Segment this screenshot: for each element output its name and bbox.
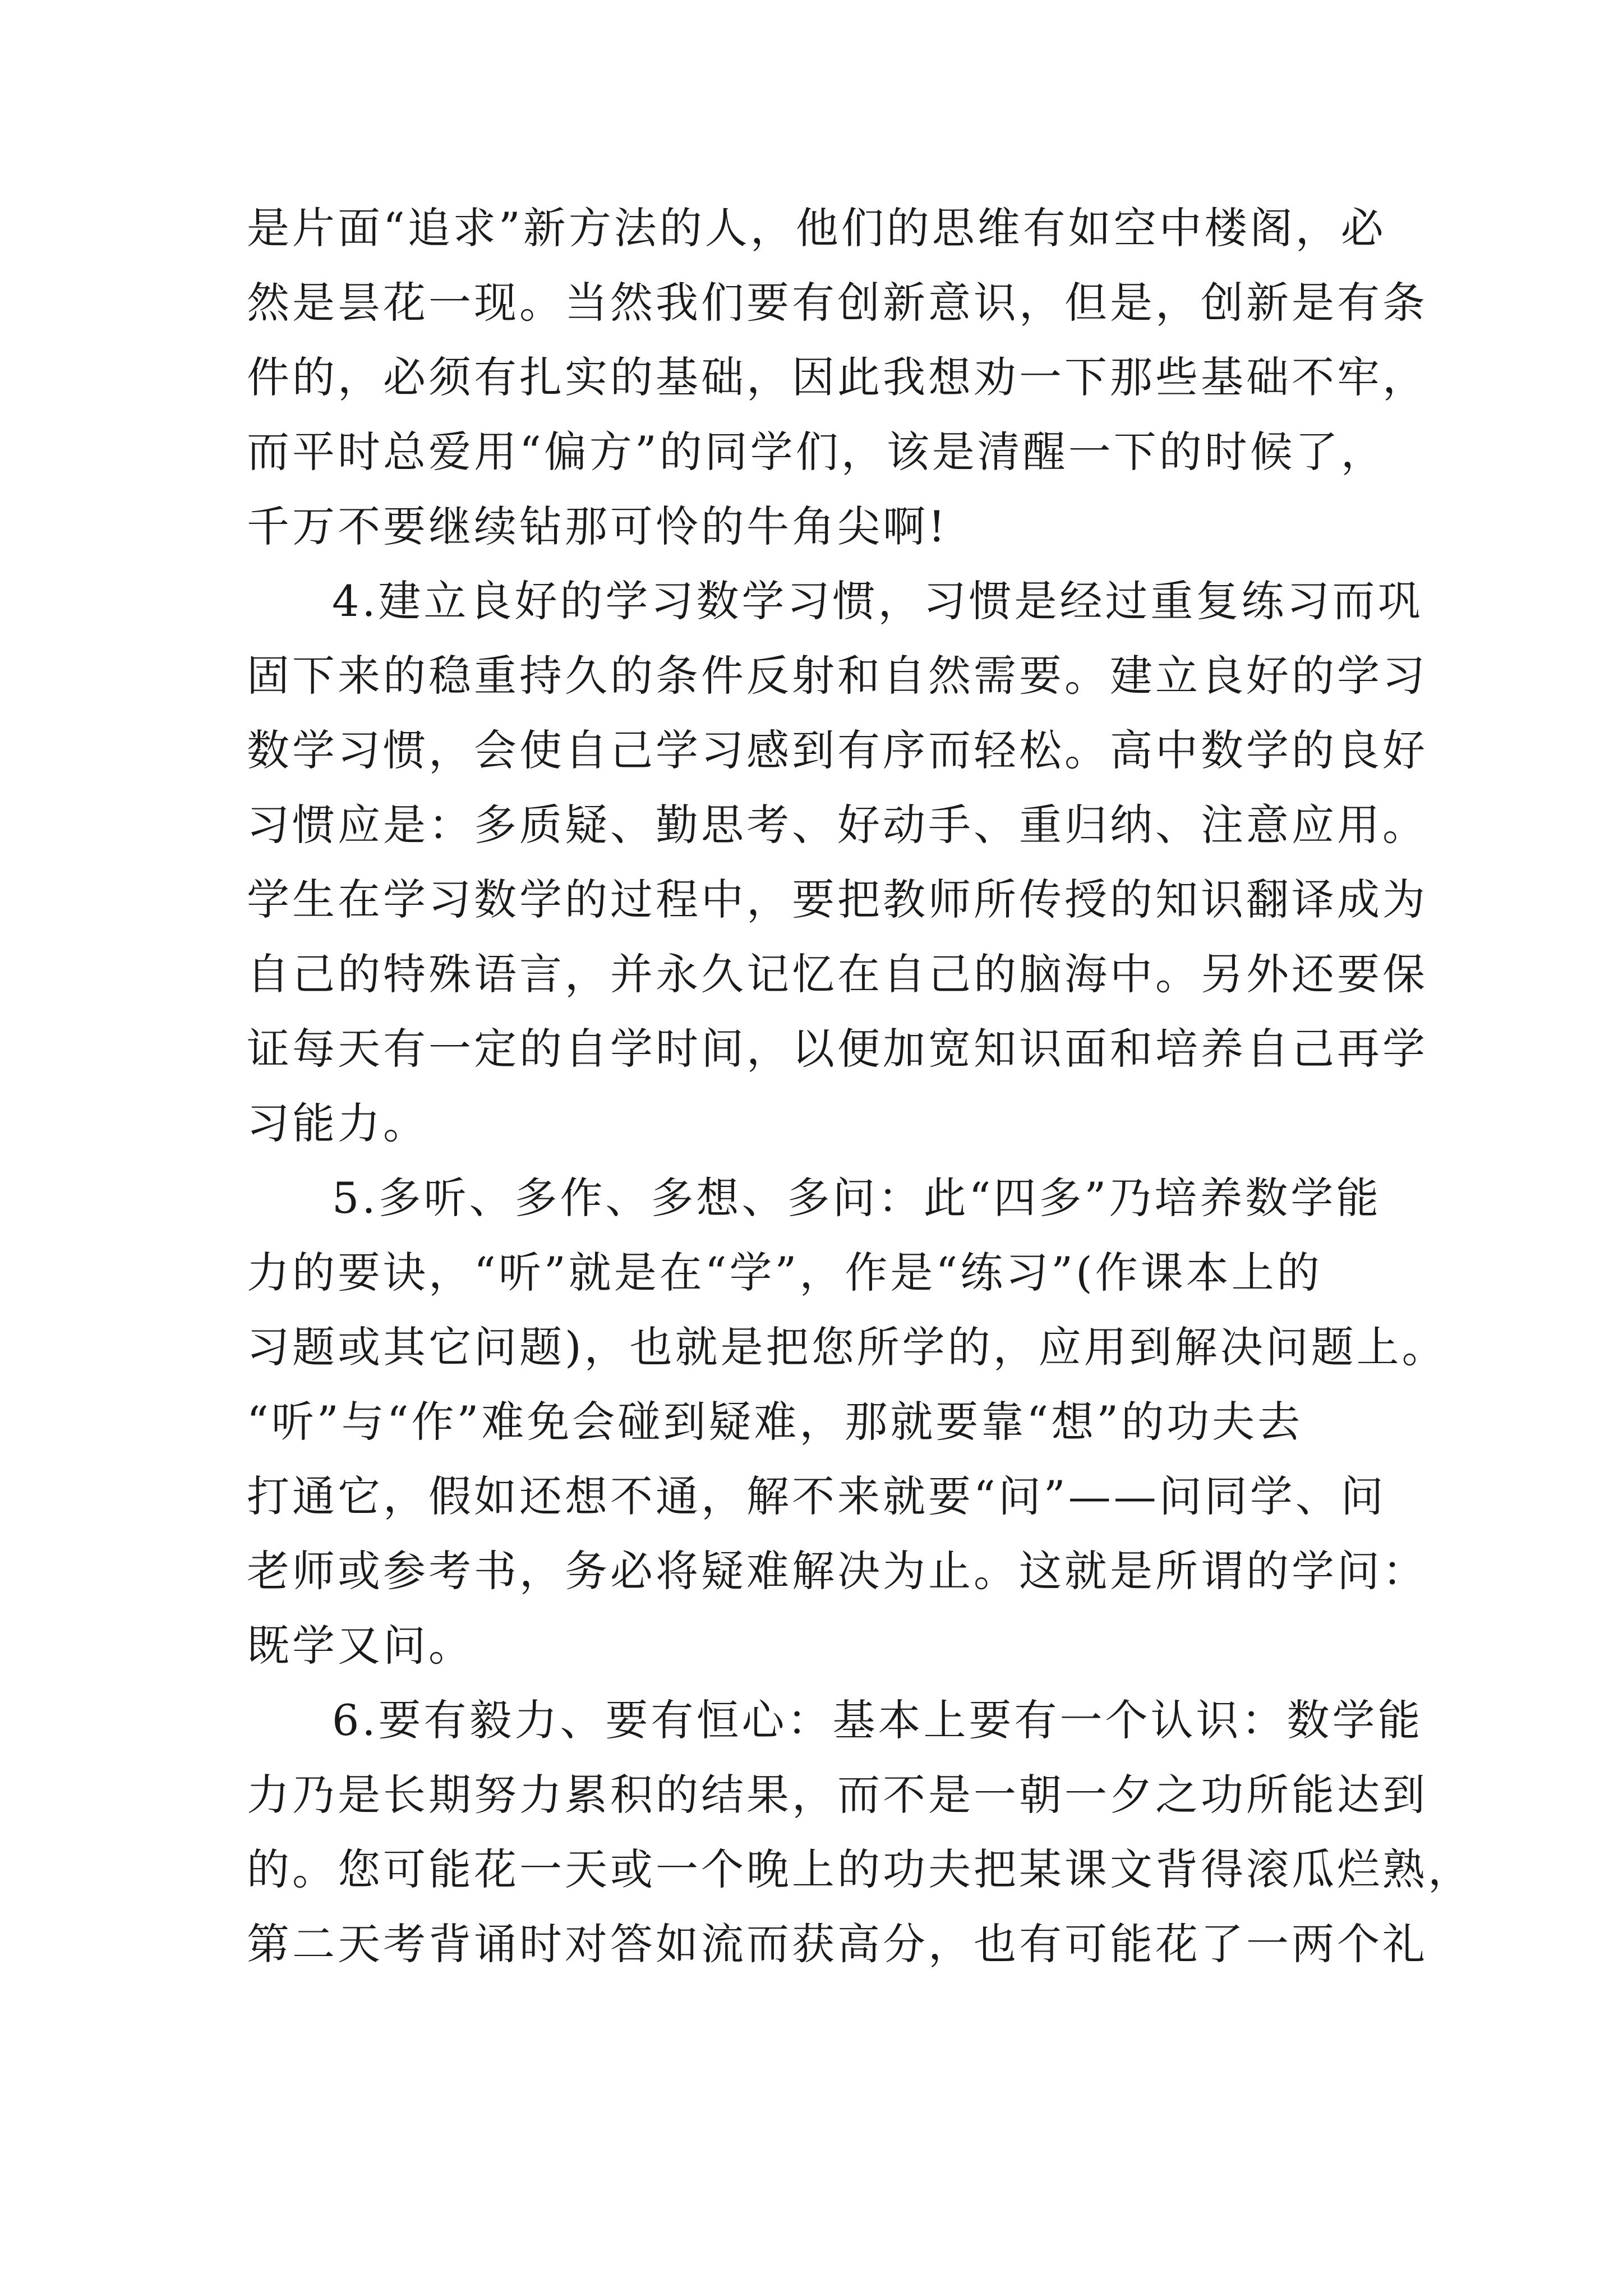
text-line: 学生在学习数学的过程中，要把教师所传授的知识翻译成为 [247,875,1428,924]
text-line: “听”与“作”难免会碰到疑难，那就要靠“想”的功夫去 [247,1397,1303,1447]
body-text [247,191,1473,1981]
text-line: 力的要诀，“听”就是在“学”，作是“练习”(作课本上的 [247,1248,1322,1297]
text-line: 打通它，假如还想不通，解不来就要“问”——问同学、问 [247,1471,1386,1521]
text-line: 习能力。 [247,1098,428,1148]
text-line: 6.要有毅力、要有恒心：基本上要有一个认识：数学能 [332,1695,1423,1745]
text-line: 第二天考背诵时对答如流而获高分，也有可能花了一两个礼 [247,1919,1428,1969]
text-line: 既学又问。 [247,1621,474,1671]
text-line: 自己的特殊语言，并永久记忆在自己的脑海中。另外还要保 [247,949,1428,999]
text-line: 证每天有一定的自学时间，以便加宽知识面和培养自己再学 [247,1024,1428,1074]
text-line: 千万不要继续钻那可怜的牛角尖啊! [247,501,948,551]
text-line: 习题或其它问题)，也就是把您所学的，应用到解决问题上。 [247,1322,1447,1372]
text-line: 4.建立良好的学习数学习惯，习惯是经过重复练习而巩 [332,576,1423,626]
text-line: 的。您可能花一天或一个晚上的功夫把某课文背得滚瓜烂熟， [247,1844,1473,1894]
text-line: 习惯应是：多质疑、勤思考、好动手、重归纳、注意应用。 [247,800,1428,850]
text-line: 力乃是长期努力累积的结果，而不是一朝一夕之功所能达到 [247,1770,1428,1820]
text-line: 固下来的稳重持久的条件反射和自然需要。建立良好的学习 [247,651,1428,701]
text-line: 是片面“追求”新方法的人，他们的思维有如空中楼阁，必 [247,203,1386,253]
text-line: 件的，必须有扎实的基础，因此我想劝一下那些基础不牢， [247,352,1428,402]
text-line: 而平时总爱用“偏方”的同学们，该是清醒一下的时候了， [247,427,1386,477]
text-line: 老师或参考书，务必将疑难解决为止。这就是所谓的学问： [247,1546,1428,1596]
text-line: 然是昙花一现。当然我们要有创新意识，但是，创新是有条 [247,278,1428,328]
text-line: 数学习惯，会使自己学习感到有序而轻松。高中数学的良好 [247,725,1428,775]
text-line: 5.多听、多作、多想、多问：此“四多”乃培养数学能 [332,1173,1382,1223]
